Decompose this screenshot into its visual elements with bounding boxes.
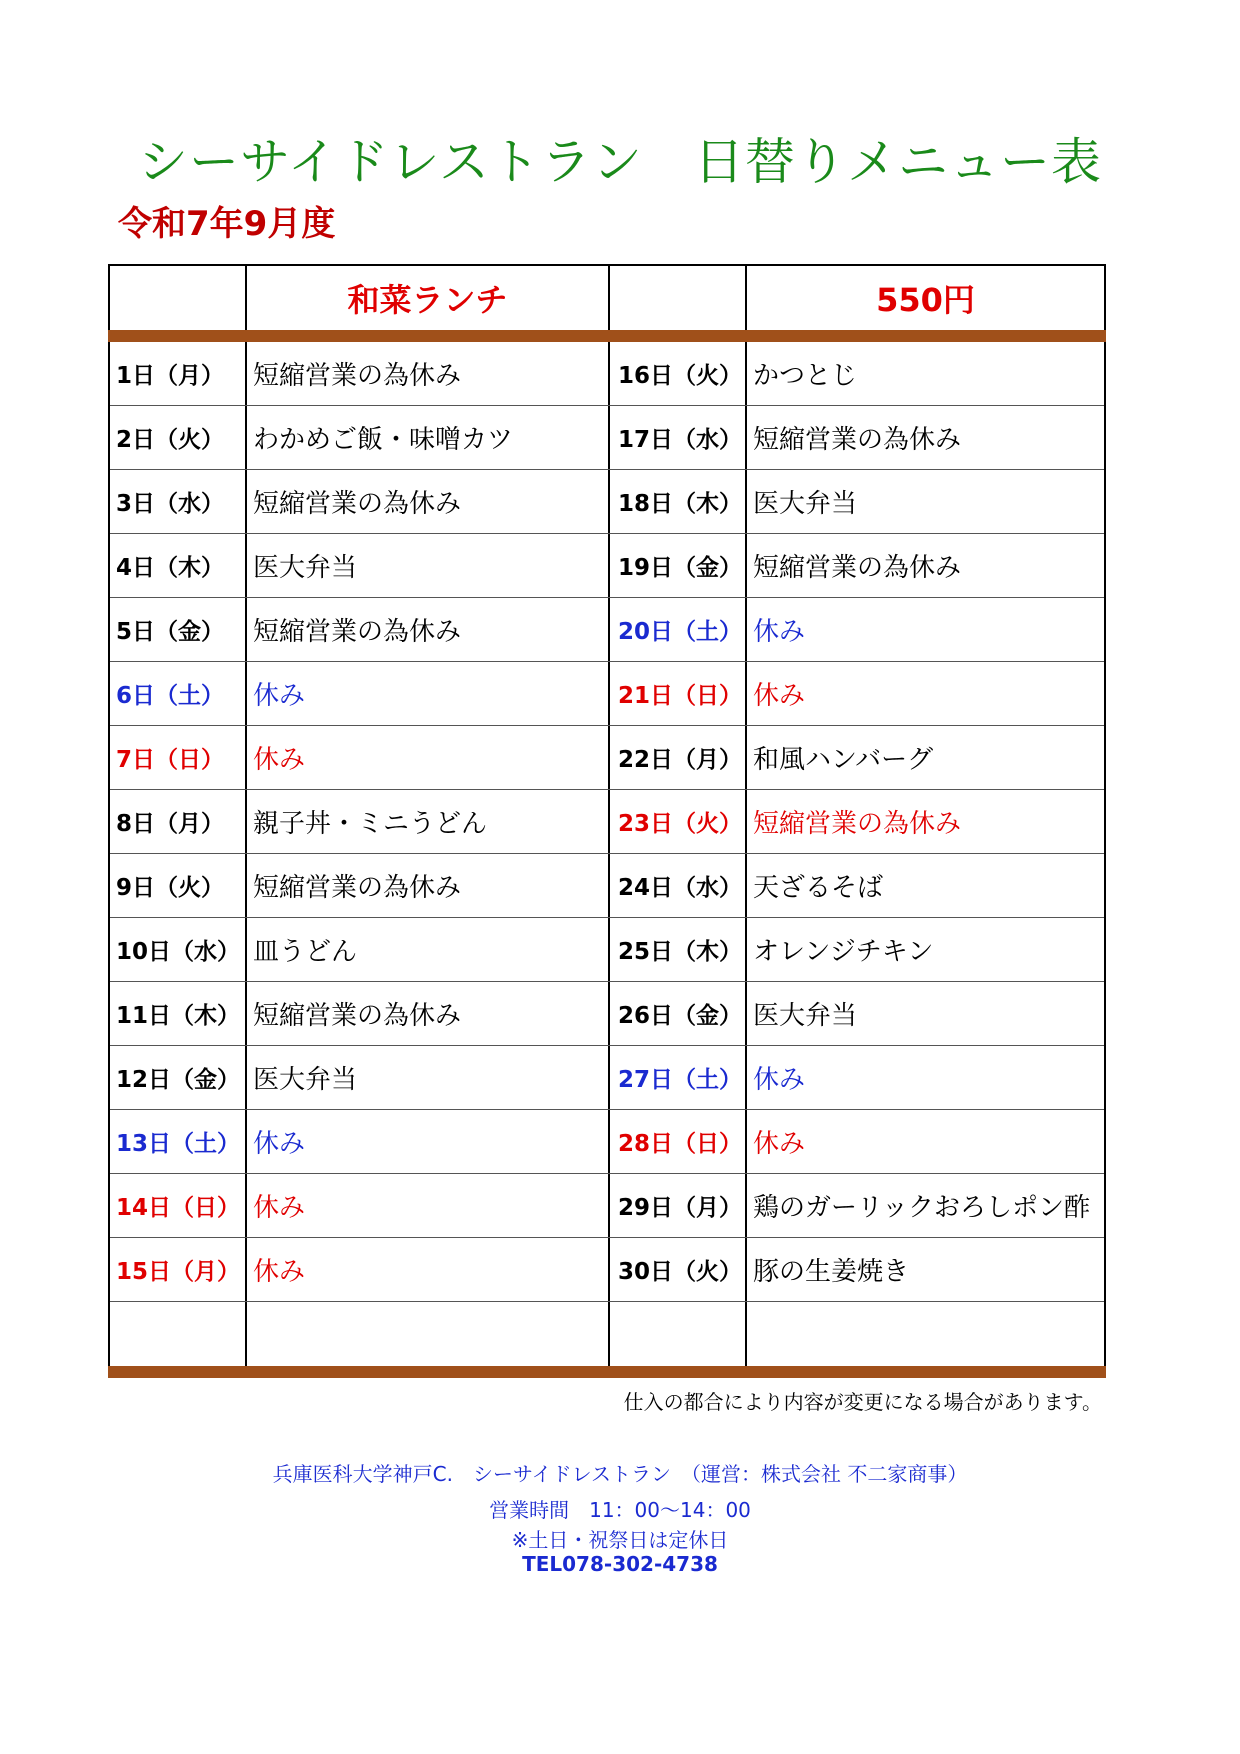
left-dish-cell: 短縮営業の為休み xyxy=(247,854,610,917)
right-date-cell: 29日（月） xyxy=(610,1174,747,1237)
left-date-cell: 3日（水） xyxy=(110,470,247,533)
table-row xyxy=(110,662,1104,726)
right-dish-cell: 短縮営業の為休み xyxy=(753,553,962,583)
right-dish-cell: 短縮営業の為休み xyxy=(753,425,962,455)
left-date-cell xyxy=(110,1302,247,1366)
right-date-cell: 17日（水） xyxy=(610,406,747,469)
table-row xyxy=(110,1110,1104,1174)
left-dish-cell: 医大弁当 xyxy=(247,1046,610,1109)
right-dish-cell: オレンジチキン xyxy=(753,937,934,967)
right-dish-cell: 休み xyxy=(753,681,806,711)
left-dish-cell: 休み xyxy=(247,662,610,725)
right-date-cell: 18日（木） xyxy=(610,470,747,533)
right-dish-cell: 医大弁当 xyxy=(753,1001,858,1031)
table-row xyxy=(110,982,1104,1046)
left-dish-cell: 休み xyxy=(247,726,610,789)
left-dish-cell: 短縮営業の為休み xyxy=(247,598,610,661)
header-divider xyxy=(108,330,1106,342)
header-price: 550円 xyxy=(876,281,975,319)
left-date-cell: 12日（金） xyxy=(110,1046,247,1109)
left-dish-cell: 休み xyxy=(247,1238,610,1301)
left-dish-cell: 休み xyxy=(247,1174,610,1237)
right-date-cell: 19日（金） xyxy=(610,534,747,597)
table-row xyxy=(110,726,1104,790)
left-date-cell: 2日（火） xyxy=(110,406,247,469)
right-date-cell: 22日（月） xyxy=(610,726,747,789)
right-dish-cell: 豚の生姜焼き xyxy=(753,1257,910,1287)
left-dish-cell: わかめご飯・味噌カツ xyxy=(247,406,610,469)
table-row xyxy=(110,598,1104,662)
left-date-cell: 6日（土） xyxy=(110,662,247,725)
left-date-cell: 5日（金） xyxy=(110,598,247,661)
change-notice: 仕入の都合により内容が変更になる場合があります。 xyxy=(623,1390,1102,1414)
right-dish-cell: 和風ハンバーグ xyxy=(753,745,934,775)
right-dish-cell: 鶏のガーリックおろしポン酢 xyxy=(753,1193,1090,1223)
table-row xyxy=(110,342,1104,406)
table-row xyxy=(110,1046,1104,1110)
right-date-cell: 30日（火） xyxy=(610,1238,747,1301)
menu-table xyxy=(108,264,1106,1378)
footer-hours: 営業時間 11：00〜14：00 xyxy=(489,1498,751,1522)
right-date-cell xyxy=(610,1302,747,1366)
left-date-cell: 1日（月） xyxy=(110,342,247,405)
left-dish-cell: 短縮営業の為休み xyxy=(247,470,610,533)
table-row xyxy=(110,470,1104,534)
page-title: シーサイドレストラン 日替りメニュー表 xyxy=(138,133,1102,191)
right-date-cell: 21日（日） xyxy=(610,662,747,725)
left-dish-cell: 短縮営業の為休み xyxy=(247,342,610,405)
right-date-cell: 28日（日） xyxy=(610,1110,747,1173)
table-row xyxy=(110,406,1104,470)
left-date-cell: 10日（水） xyxy=(110,918,247,981)
right-date-cell: 20日（土） xyxy=(610,598,747,661)
left-date-cell: 4日（木） xyxy=(110,534,247,597)
table-row xyxy=(110,1238,1104,1302)
left-date-cell: 7日（日） xyxy=(110,726,247,789)
right-dish-cell: 医大弁当 xyxy=(753,489,858,519)
right-dish-cell xyxy=(747,1302,1104,1366)
header-blank-left xyxy=(110,266,247,330)
footer-divider xyxy=(108,1366,1106,1378)
right-dish-cell: 休み xyxy=(753,1065,806,1095)
table-row xyxy=(110,790,1104,854)
table-row xyxy=(110,918,1104,982)
table-row xyxy=(110,1174,1104,1238)
left-dish-cell xyxy=(247,1302,610,1366)
right-dish-cell: 休み xyxy=(753,1129,806,1159)
right-dish-cell: 天ざるそば xyxy=(753,873,884,903)
header-menu-name: 和菜ランチ xyxy=(247,266,610,330)
left-dish-cell: 短縮営業の為休み xyxy=(247,982,610,1045)
right-date-cell: 23日（火） xyxy=(610,790,747,853)
header-blank-right xyxy=(610,266,747,330)
right-dish-cell: 休み xyxy=(753,617,806,647)
right-dish-cell: 短縮営業の為休み xyxy=(753,809,962,839)
left-date-cell: 13日（土） xyxy=(110,1110,247,1173)
left-date-cell: 9日（火） xyxy=(110,854,247,917)
footer-closed-days: ※土日・祝祭日は定休日 xyxy=(511,1528,729,1552)
table-row xyxy=(110,854,1104,918)
table-body xyxy=(108,342,1106,1366)
right-dish-cell: かつとじ xyxy=(753,361,858,391)
right-date-cell: 27日（土） xyxy=(610,1046,747,1109)
left-date-cell: 8日（月） xyxy=(110,790,247,853)
left-date-cell: 15日（月） xyxy=(110,1238,247,1301)
left-date-cell: 14日（日） xyxy=(110,1174,247,1237)
table-row xyxy=(110,1302,1104,1366)
table-header xyxy=(108,264,1106,330)
left-date-cell: 11日（木） xyxy=(110,982,247,1045)
footer-telephone: TEL078-302-4738 xyxy=(522,1552,718,1576)
left-dish-cell: 親子丼・ミニうどん xyxy=(247,790,610,853)
right-date-cell: 25日（木） xyxy=(610,918,747,981)
right-date-cell: 26日（金） xyxy=(610,982,747,1045)
right-date-cell: 16日（火） xyxy=(610,342,747,405)
month-subtitle: 令和7年9月度 xyxy=(118,204,336,244)
left-dish-cell: 休み xyxy=(247,1110,610,1173)
right-date-cell: 24日（水） xyxy=(610,854,747,917)
table-row xyxy=(110,534,1104,598)
left-dish-cell: 医大弁当 xyxy=(247,534,610,597)
left-dish-cell: 皿うどん xyxy=(247,918,610,981)
footer-operator: 兵庫医科大学神戸C. シーサイドレストラン （運営：株式会社 不二家商事） xyxy=(272,1462,968,1486)
